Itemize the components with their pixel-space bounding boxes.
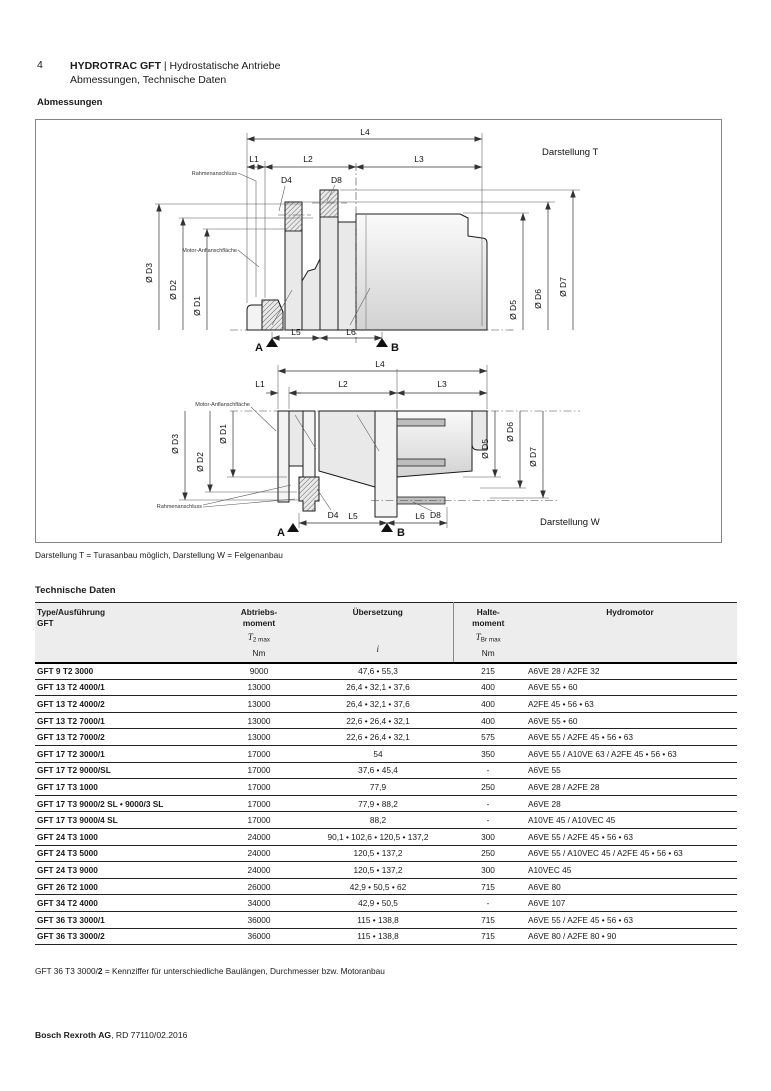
table-row xyxy=(35,812,737,829)
datum-b-marker-w xyxy=(381,523,393,532)
cell-holding: 400 xyxy=(453,712,523,729)
datum-b-t: B xyxy=(390,341,399,354)
title-subline: Abmessungen, Technische Daten xyxy=(70,74,227,86)
cell-torque: 24000 xyxy=(215,862,303,879)
table-row xyxy=(35,845,737,862)
cell-holding: - xyxy=(453,895,523,912)
technical-data-table-wrap xyxy=(35,602,737,945)
cell-ratio: 88,2 xyxy=(303,812,453,829)
cell-torque: 24000 xyxy=(215,828,303,845)
cell-torque: 34000 xyxy=(215,895,303,912)
footer-doc-ref: , RD 77110/02.2016 xyxy=(111,1030,188,1040)
table-row xyxy=(35,779,737,796)
dim-label-d6-t: Ø D6 xyxy=(532,288,543,309)
title-family: | Hydrostatische Antriebe xyxy=(161,60,281,72)
cell-holding: 575 xyxy=(453,729,523,746)
cell-ratio: 42,9 • 50,5 • 62 xyxy=(303,878,453,895)
callout-d4-w: D4 xyxy=(327,509,338,520)
table-row xyxy=(35,928,737,945)
view-t-label: Darstellung T xyxy=(541,146,598,158)
dim-label-l3-w: L3 xyxy=(436,378,447,389)
cell-torque: 36000 xyxy=(215,911,303,928)
motor-flange-w xyxy=(278,411,289,502)
cell-motor: A6VE 28 xyxy=(523,795,737,812)
cell-torque: 13000 xyxy=(215,696,303,713)
view-t xyxy=(144,127,599,354)
col-header-torque: Abtriebs- moment $T_{2 max}$ Nm xyxy=(215,603,303,663)
cell-ratio: 77,9 xyxy=(303,779,453,796)
cell-holding: - xyxy=(453,812,523,829)
datum-a-marker-t xyxy=(266,338,278,347)
cell-holding: 300 xyxy=(453,862,523,879)
view-w-label: Darstellung W xyxy=(539,516,600,528)
wheel-stud-1 xyxy=(397,419,445,426)
cell-type: GFT 24 T3 9000 xyxy=(35,862,215,879)
cell-type: GFT 17 T3 9000/2 SL • 9000/3 SL xyxy=(35,795,215,812)
collar-t xyxy=(338,222,356,330)
table-row xyxy=(35,911,737,928)
cell-type: GFT 13 T2 7000/2 xyxy=(35,729,215,746)
dim-label-d1-t: Ø D1 xyxy=(191,295,202,316)
cell-motor: A6VE 28 / A2FE 28 xyxy=(523,779,737,796)
callout-d8-w: D8 xyxy=(429,509,441,520)
dim-label-d5-t: Ø D5 xyxy=(507,299,518,320)
title-product: HYDROTRAC GFT xyxy=(70,60,161,72)
callout-d8-t: D8 xyxy=(330,174,342,185)
cell-torque: 26000 xyxy=(215,878,303,895)
dim-label-l3-t: L3 xyxy=(413,153,424,164)
col-header-type: Type/Ausführung GFT xyxy=(35,603,215,663)
cell-motor: A2FE 45 • 56 • 63 xyxy=(523,696,737,713)
cell-ratio: 42,9 • 50,5 xyxy=(303,895,453,912)
ring-d4-hatch-t xyxy=(285,202,302,231)
cell-holding: 250 xyxy=(453,845,523,862)
table-row xyxy=(35,895,737,912)
table-row xyxy=(35,795,737,812)
cell-torque: 17000 xyxy=(215,795,303,812)
cell-ratio: 120,5 • 137,2 xyxy=(303,862,453,879)
cell-type: GFT 13 T2 4000/1 xyxy=(35,679,215,696)
dim-label-l6-t: L6 xyxy=(345,326,356,337)
page-number: 4 xyxy=(37,59,43,71)
cell-ratio: 90,1 • 102,6 • 120,5 • 137,2 xyxy=(303,828,453,845)
section-heading-abmessungen: Abmessungen xyxy=(37,97,103,108)
table-row xyxy=(35,696,737,713)
dim-label-l5-t: L5 xyxy=(290,326,301,337)
cell-type: GFT 36 T3 3000/1 xyxy=(35,911,215,928)
cell-motor: A6VE 80 / A2FE 80 • 90 xyxy=(523,928,737,945)
cell-torque: 36000 xyxy=(215,928,303,945)
cell-type: GFT 17 T2 9000/SL xyxy=(35,762,215,779)
annotation-rahmenanschluss-t: Rahmenanschluss xyxy=(191,170,237,177)
wheel-stud-2 xyxy=(397,459,445,466)
drawing-frame xyxy=(35,119,722,543)
cell-type: GFT 13 T2 4000/2 xyxy=(35,696,215,713)
cell-ratio: 22,6 • 26,4 • 32,1 xyxy=(303,712,453,729)
table-body xyxy=(35,663,737,945)
dim-label-l5-w: L5 xyxy=(347,510,358,521)
cell-torque: 17000 xyxy=(215,762,303,779)
cell-holding: 400 xyxy=(453,679,523,696)
cell-holding: 350 xyxy=(453,745,523,762)
datum-a-t: A xyxy=(254,341,263,354)
table-row xyxy=(35,729,737,746)
footer-company: Bosch Rexroth AG xyxy=(35,1030,112,1040)
dim-label-l1-w: L1 xyxy=(254,378,265,389)
table-row xyxy=(35,878,737,895)
dim-label-d2-w: Ø D2 xyxy=(194,451,205,472)
cell-torque: 17000 xyxy=(215,779,303,796)
cell-holding: 300 xyxy=(453,828,523,845)
dim-label-l2-t: L2 xyxy=(302,153,313,164)
dim-label-d7-t: Ø D7 xyxy=(557,276,568,297)
cell-ratio: 120,5 • 137,2 xyxy=(303,845,453,862)
cell-torque: 17000 xyxy=(215,812,303,829)
dimension-drawing xyxy=(35,119,722,543)
cell-motor: A6VE 55 xyxy=(523,762,737,779)
cell-type: GFT 9 T2 3000 xyxy=(35,663,215,680)
cell-holding: 400 xyxy=(453,696,523,713)
cell-motor: A6VE 55 • 60 xyxy=(523,679,737,696)
cell-ratio: 115 • 138,8 xyxy=(303,911,453,928)
table-row xyxy=(35,712,737,729)
dim-label-d5-w: Ø D5 xyxy=(479,438,490,459)
dim-label-l6-w: L6 xyxy=(414,510,425,521)
table-row xyxy=(35,745,737,762)
cell-holding: 715 xyxy=(453,928,523,945)
section-heading-technische-daten: Technische Daten xyxy=(35,585,116,596)
motor-flange-hatch-t xyxy=(262,300,283,330)
cell-ratio: 26,4 • 32,1 • 37,6 xyxy=(303,679,453,696)
annotation-motorflansch-t: Motor-Anflanschfläche xyxy=(181,247,237,254)
cell-type: GFT 17 T3 1000 xyxy=(35,779,215,796)
cell-ratio: 37,6 • 45,4 xyxy=(303,762,453,779)
view-w-body xyxy=(278,411,557,517)
cell-torque: 9000 xyxy=(215,663,303,680)
cell-torque: 13000 xyxy=(215,729,303,746)
cell-type: GFT 36 T3 3000/2 xyxy=(35,928,215,945)
table-row xyxy=(35,762,737,779)
cell-motor: A6VE 55 • 60 xyxy=(523,712,737,729)
col-header-holding: Halte- moment $T_{Br max}$ Nm xyxy=(453,603,523,663)
cell-holding: 715 xyxy=(453,911,523,928)
table-row xyxy=(35,828,737,845)
cell-ratio: 54 xyxy=(303,745,453,762)
frame-flange-hatch-w xyxy=(299,477,319,511)
drum-t xyxy=(356,214,487,330)
cell-motor: A6VE 55 / A10VE 63 / A2FE 45 • 56 • 63 xyxy=(523,745,737,762)
wheel-flange-w xyxy=(375,411,397,517)
cell-motor: A6VE 80 xyxy=(523,878,737,895)
cell-motor: A10VEC 45 xyxy=(523,862,737,879)
dim-label-d3-t: Ø D3 xyxy=(143,262,154,283)
cell-torque: 13000 xyxy=(215,712,303,729)
cell-type: GFT 17 T3 9000/4 SL xyxy=(35,812,215,829)
table-footnote: GFT 36 T3 3000/2 = Kennziffer für unterschiedliche Baulängen, Durchmesser bzw. Motoranbau xyxy=(35,966,385,976)
dim-label-d6-w: Ø D6 xyxy=(504,421,515,442)
dim-label-l4-w: L4 xyxy=(374,358,385,369)
cell-type: GFT 34 T2 4000 xyxy=(35,895,215,912)
datum-a-w: A xyxy=(276,526,285,539)
cell-ratio: 47,6 • 55,3 xyxy=(303,663,453,680)
col-header-hydromotor: Hydromotor xyxy=(523,603,737,663)
cell-motor: A6VE 107 xyxy=(523,895,737,912)
cell-torque: 13000 xyxy=(215,679,303,696)
dim-label-d7-w: Ø D7 xyxy=(527,446,538,467)
cell-type: GFT 24 T3 1000 xyxy=(35,828,215,845)
dim-label-l2-w: L2 xyxy=(337,378,348,389)
adapter-w xyxy=(289,411,303,466)
cell-motor: A6VE 28 / A2FE 32 xyxy=(523,663,737,680)
cell-motor: A6VE 55 / A10VEC 45 / A2FE 45 • 56 • 63 xyxy=(523,845,737,862)
dim-label-d2-t: Ø D2 xyxy=(167,279,178,300)
cell-type: GFT 24 T3 5000 xyxy=(35,845,215,862)
technical-data-table xyxy=(35,602,737,945)
view-w xyxy=(156,359,599,539)
title-line xyxy=(70,59,280,73)
cell-motor: A6VE 55 / A2FE 45 • 56 • 63 xyxy=(523,729,737,746)
housing-w xyxy=(319,411,375,487)
cell-type: GFT 17 T2 3000/1 xyxy=(35,745,215,762)
table-row xyxy=(35,862,737,879)
view-t-body xyxy=(247,190,487,330)
datum-b-w: B xyxy=(396,526,405,539)
table-header-row xyxy=(35,603,737,663)
frame-flange-t xyxy=(247,305,262,330)
dim-label-d3-w: Ø D3 xyxy=(169,433,180,454)
cell-type: GFT 26 T2 1000 xyxy=(35,878,215,895)
cell-type: GFT 13 T2 7000/1 xyxy=(35,712,215,729)
annotation-motorflansch-w: Motor-Anflanschfläche xyxy=(194,401,250,408)
dim-label-l1-t: L1 xyxy=(248,153,259,164)
cell-holding: 215 xyxy=(453,663,523,680)
cell-holding: - xyxy=(453,795,523,812)
table-row xyxy=(35,679,737,696)
dim-label-l4-t: L4 xyxy=(359,126,370,137)
annotation-rahmenanschluss-w: Rahmenanschluss xyxy=(156,503,202,510)
page-title xyxy=(70,59,280,87)
cell-ratio: 77,9 • 88,2 xyxy=(303,795,453,812)
housing-waist-t xyxy=(302,259,320,330)
cell-holding: 715 xyxy=(453,878,523,895)
datum-b-marker-t xyxy=(376,338,388,347)
cell-holding: 250 xyxy=(453,779,523,796)
cell-holding: - xyxy=(453,762,523,779)
datum-a-marker-w xyxy=(287,523,299,532)
cell-ratio: 26,4 • 32,1 • 37,6 xyxy=(303,696,453,713)
cell-motor: A6VE 55 / A2FE 45 • 56 • 63 xyxy=(523,828,737,845)
cell-ratio: 22,6 • 26,4 • 32,1 xyxy=(303,729,453,746)
dim-label-d1-w: Ø D1 xyxy=(217,423,228,444)
callout-d4-t: D4 xyxy=(280,174,292,185)
ring-d8-hatch-t xyxy=(320,190,338,217)
col-header-ratio: Übersetzung i xyxy=(303,603,453,663)
cell-torque: 17000 xyxy=(215,745,303,762)
page-footer xyxy=(35,1030,187,1040)
table-row xyxy=(35,663,737,680)
cell-torque: 24000 xyxy=(215,845,303,862)
cell-ratio: 115 • 138,8 xyxy=(303,928,453,945)
drawing-caption: Darstellung T = Turasanbau möglich, Darstellung W = Felgenanbau xyxy=(35,550,283,560)
cell-motor: A6VE 55 / A2FE 45 • 56 • 63 xyxy=(523,911,737,928)
cell-motor: A10VE 45 / A10VEC 45 xyxy=(523,812,737,829)
